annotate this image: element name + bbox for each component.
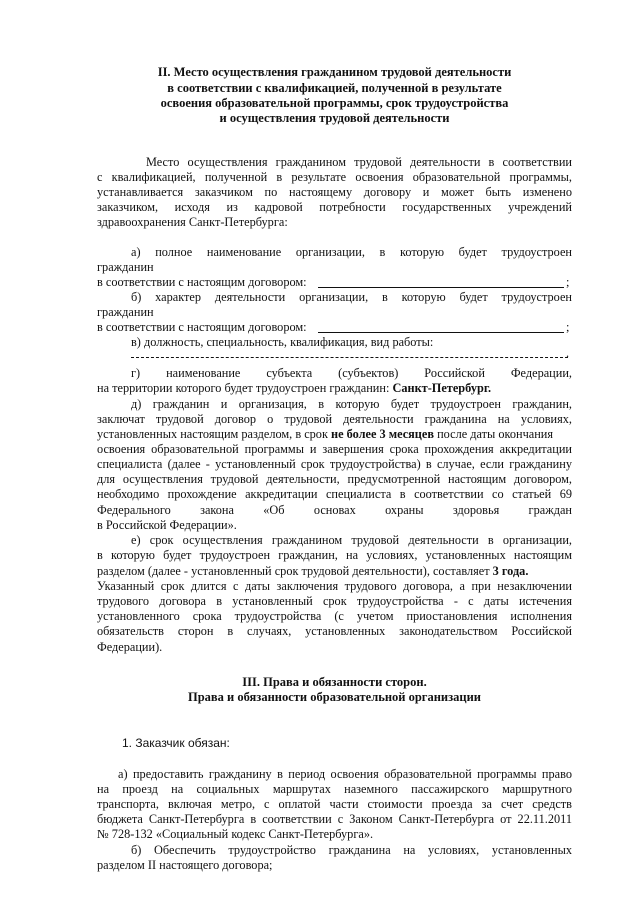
item-d-text-b: после даты окончания [437, 427, 554, 441]
item-g-region: Санкт-Петербург. [392, 381, 492, 395]
item-b-line-2: гражданин [97, 305, 154, 319]
clause-1-heading: 1. Заказчик обязан: [122, 736, 230, 750]
item-b-blank-line [318, 332, 564, 333]
item-g-line-2 [97, 381, 572, 396]
item-e-term: 3 года. [492, 564, 529, 578]
item-v-terminator: . [566, 346, 570, 360]
item-e-line-6: установленного срока трудоустройства (с учетом приостановления исполнения [97, 609, 572, 623]
item-e-line-1: е) срок осуществления гражданином трудовой деятельности в организации, [131, 533, 572, 547]
item-a-line-2: гражданин [97, 260, 154, 274]
clause-1a-line-3: транспорта, включая метро, с оплатой части стоимости проезда за счет средств [97, 797, 572, 811]
item-e-line-8: Федерации). [97, 640, 163, 654]
section2-title-line-4: и осуществления трудовой деятельности [219, 111, 450, 125]
item-e-line-5: трудового договора в установленный срок трудоустройства - с даты истечения [97, 594, 572, 608]
item-d-line-6: для осуществления трудовой деятельности, предусмотренной настоящим договором, [97, 472, 572, 486]
item-e-line-4: Указанный срок длится с даты заключения трудового договора, а при незаключении [97, 579, 572, 593]
item-d-term: не более 3 месяцев [331, 427, 434, 441]
item-v-blank-line [131, 357, 568, 358]
intro-line-5: здравоохранения Санкт-Петербурга: [97, 215, 288, 229]
section3-title-line-2: Права и обязанности образовательной организации [187, 690, 482, 704]
item-e-line-2: в которую будет трудоустроен гражданин, на условиях, установленных настоящим [97, 548, 572, 562]
clause-1b-line-1: б) Обеспечить трудоустройство гражданина на условиях, установленных [131, 843, 572, 857]
item-d-line-7: необходимо прохождение аккредитации специалиста в соответствии со статьей 69 [97, 487, 572, 501]
clause-1a-line-1: а) предоставить гражданину в период освоения образовательной программы право [118, 767, 572, 781]
clause-1b-line-2: разделом II настоящего договора; [97, 858, 273, 872]
intro-line-1: Место осуществления гражданином трудовой деятельности в соответствии [146, 155, 572, 169]
item-d-line-8: Федерального закона «Об основах охраны здоровья граждан [97, 503, 572, 517]
item-d-line-1: д) гражданин и организация, в которую будет трудоустроен гражданин, [131, 397, 572, 411]
intro-line-4: заказчиком, исходя из кадровой потребности государственных учреждений [97, 200, 572, 214]
item-d-line-2: заключат трудовой договор о трудовой деятельности гражданина на условиях, [97, 412, 572, 426]
item-d-line-9: в Российской Федерации». [97, 518, 237, 532]
item-d-line-3 [97, 427, 572, 442]
item-b-line-1: б) характер деятельности организации, в которую будет трудоустроен [131, 290, 572, 304]
clause-1a-line-5: № 728-132 «Социальный кодекс Санкт-Петербурга». [97, 827, 374, 841]
item-v-line: в) должность, специальность, квалификация, вид работы: [131, 335, 434, 349]
item-e-line-3 [97, 564, 572, 579]
section2-title-line-3: освоения образовательной программы, срок трудоустройства [160, 96, 509, 110]
clause-1a-line-2: на проезд на социальных маршрутах наземного пассажирского маршрутного [97, 782, 572, 796]
item-b-semicolon: ; [566, 320, 570, 334]
section2-title-line-1: II. Место осуществления гражданином трудовой деятельности [157, 65, 512, 79]
intro-line-2: с квалификацией, полученной в результате освоения образовательной программы, [97, 170, 572, 184]
item-d-line-5: специалиста (далее - установленный срок трудоустройства) в случае, если гражданину [97, 457, 572, 471]
item-a-line-3: в соответствии с настоящим договором: [97, 275, 307, 289]
item-a-semicolon: ; [566, 275, 570, 289]
item-g-text: на территории которого будет трудоустроен гражданин: [97, 381, 390, 395]
intro-line-3: устанавливается заказчиком по настоящему договору и может быть изменено [97, 185, 572, 199]
item-g-line-1: г) наименование субъекта (субъектов) Российской Федерации, [131, 366, 572, 380]
item-a-blank-line [318, 287, 564, 288]
item-b-line-3: в соответствии с настоящим договором: [97, 320, 307, 334]
item-d-text-a: установленных настоящим разделом, в срок [97, 427, 328, 441]
item-e-text: разделом (далее - установленный срок трудовой деятельности), составляет [97, 564, 490, 578]
item-d-line-4: освоения образовательной программы и завершения срока прохождения аккредитации [97, 442, 572, 456]
clause-1a-line-4: бюджета Санкт-Петербурга в соответствии с Законом Санкт-Петербурга от 22.11.2011 [97, 812, 572, 826]
section3-title-line-1: III. Права и обязанности сторон. [242, 675, 427, 689]
section2-title-line-2: в соответствии с квалификацией, полученной в результате [167, 81, 502, 95]
item-a-line-1: а) полное наименование организации, в которую будет трудоустроен [131, 245, 572, 259]
item-e-line-7: обязательств сторон в случаях, установленных законодательством Российской [97, 624, 572, 638]
